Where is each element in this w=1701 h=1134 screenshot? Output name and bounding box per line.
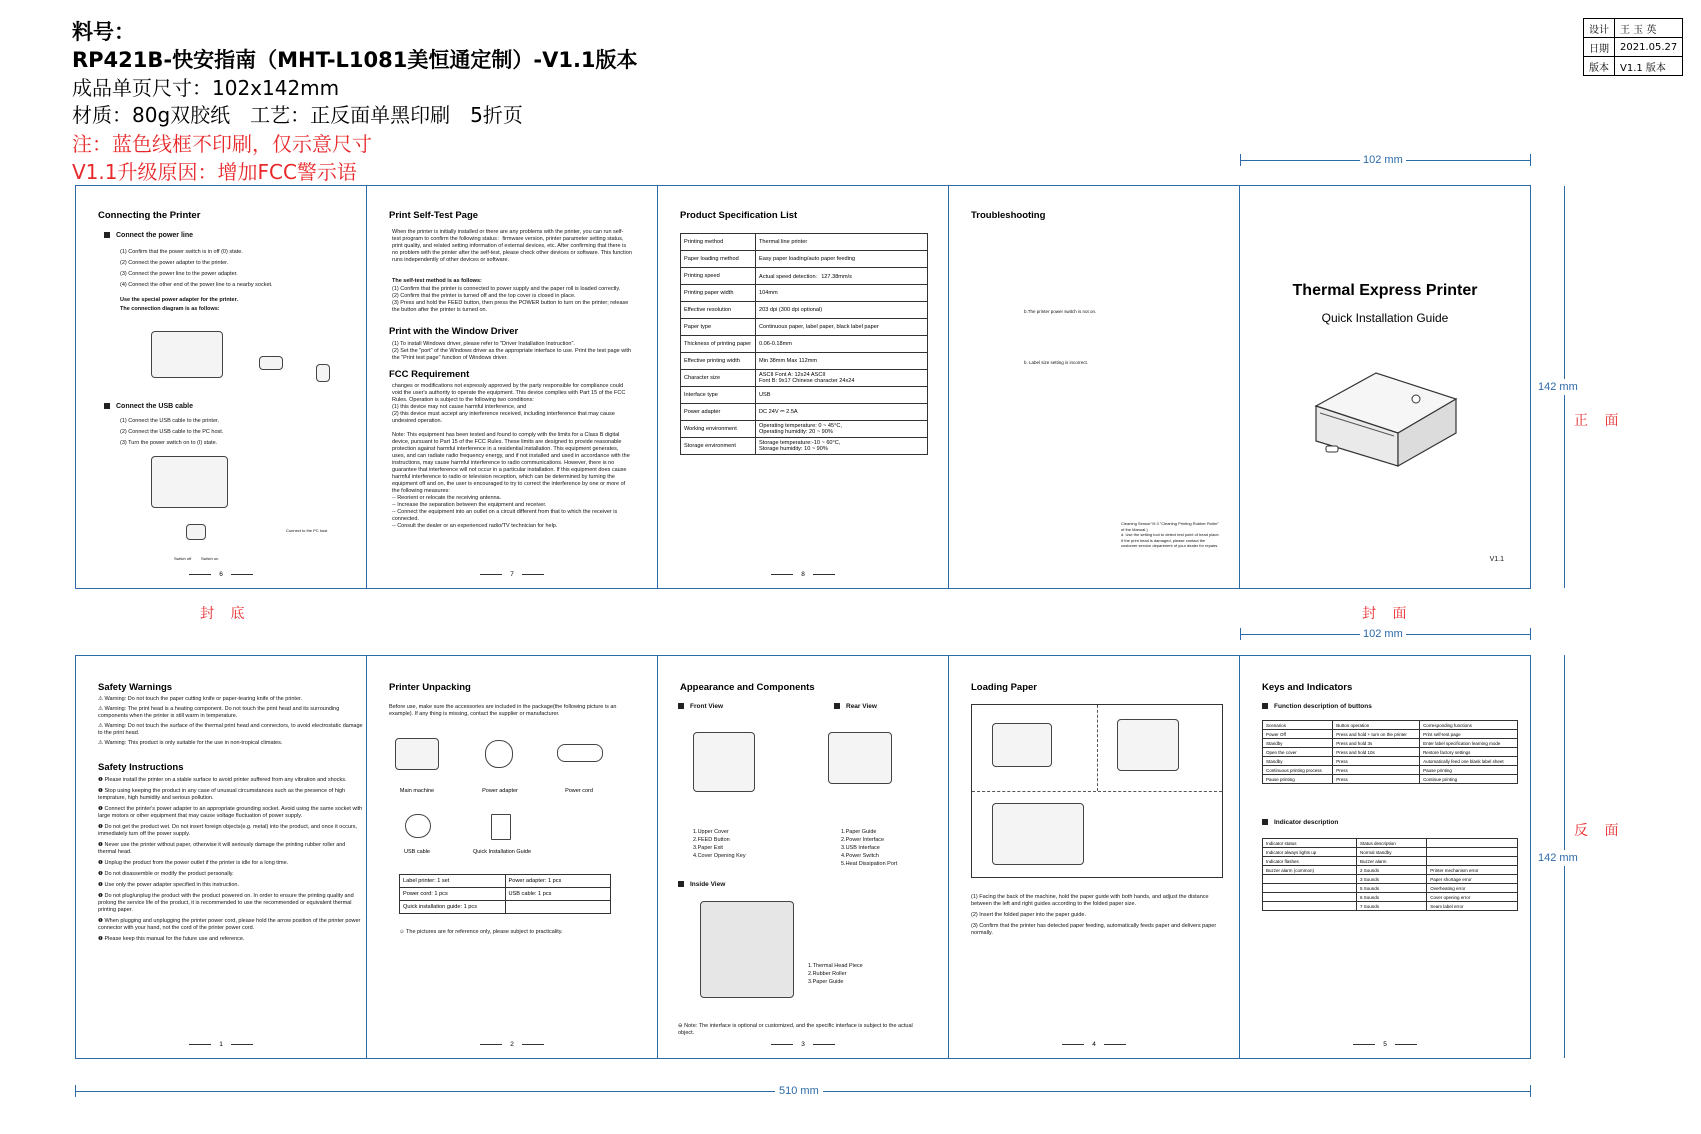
spec-value: Thermal line printer (756, 234, 928, 251)
power-step-2: (2) Connect the power adapter to the printer. (120, 260, 229, 266)
designer-value: 王 玉 英 (1615, 19, 1683, 38)
inside-component-item: 2.Rubber Roller (808, 971, 847, 977)
panel-unpacking (366, 655, 658, 1059)
package-cell: Label printer: 1 set (400, 875, 506, 888)
instruction-item: ❶ Stop using keeping the product in any case of unusual circumstances such as the presence of high temprature, high humidity and serious pollution. (98, 788, 346, 801)
indicator-cell: 3 Sounds (1357, 875, 1427, 884)
indicator-cell: 7 Sounds (1357, 902, 1427, 911)
function-cell: Press (1333, 757, 1420, 766)
loading-step-3-image (992, 803, 1084, 865)
rear-component-item: 1.Paper Guide (841, 829, 877, 835)
function-cell: Standby (1263, 739, 1333, 748)
instruction-item: ❶ Connect the printer's power adapter to an appropriate grounding socket. Avoid using the same socket with large motors or other equipment that may cause voltage fluctuation of power supply. (98, 806, 363, 819)
panel-title: Troubleshooting (971, 210, 1046, 221)
loading-step-2-image (1117, 719, 1179, 771)
package-cell: Power adapter: 1 pcs (505, 875, 611, 888)
indicator-table (1262, 838, 1518, 911)
spec-key: Interface type (681, 387, 756, 404)
warning-item: ⚠ Warning: The print head is a heating component. Do not touch the print head and its surrounding components when the printer is still warm in temperature. (98, 706, 340, 719)
caption-switch-off: Switch off (174, 556, 192, 561)
function-cell: Print self-test page (1420, 730, 1518, 739)
spec-key: Storage environment (681, 438, 756, 455)
front-component-list (693, 828, 746, 860)
trouble-note-3: Cleaning Sensor"/9.3 "Cleaning Printing Rubber Roller" of the Manual.) d. Use the setting tool to detect test point of head place. If the print head is damaged, please contact the customer service department of your dealer for repairs. (1121, 521, 1220, 548)
rear-component-item: 2.Power Interface (841, 837, 885, 843)
warning-icon: ⚠ (98, 740, 105, 746)
function-row (1263, 757, 1518, 766)
package-row (400, 901, 611, 914)
warning-item: ⚠ Warning: This product is only suitable for the use in non-tropical climates. (98, 740, 283, 746)
func-title: Function description of buttons (1262, 703, 1372, 710)
inside-component-list (808, 962, 863, 986)
bullet-icon: ❶ (98, 777, 105, 783)
reverse-side-label: 反 面 (1574, 823, 1625, 839)
instruction-item: ❶ Do not disassemble or modify the product personally. (98, 871, 234, 877)
bullet-icon: ❶ (98, 918, 105, 924)
bullet-icon: ❶ (98, 824, 105, 830)
indicator-cell: Indicator flashes (1263, 857, 1357, 866)
panel-connecting-printer (75, 185, 367, 589)
power-step-1: (1) Confirm that the power switch is in off (0) state. (120, 249, 243, 255)
function-cell: Automatically feed one blank label sheet (1420, 757, 1518, 766)
panel-title: Keys and Indicators (1262, 682, 1353, 693)
package-cell: USB cable: 1 pcs (505, 888, 611, 901)
indicator-row (1263, 857, 1518, 866)
top-width-label: 102 mm (1360, 154, 1406, 166)
usb-step-1: (1) Connect the USB cable to the printer. (120, 418, 220, 424)
method-steps: (1) Confirm that the printer is connected to power supply and the paper roll is loaded correctly. (2) Confirm that the printer is turned off and the top cover is closed in place. (3) Press and hold the FEED button, then press the POWER button to turn on the printer; release the button after the printer is turned on. (392, 286, 629, 313)
loading-steps (971, 894, 1226, 941)
top-width-tick-left (1240, 154, 1241, 166)
indicator-cell: 2 Sounds (1357, 866, 1427, 875)
mid-width-tick-left (1240, 628, 1241, 640)
warning-list (98, 696, 363, 750)
note-blue-frame: 注：蓝色线框不印刷，仅示意尺寸 (72, 132, 372, 156)
switch-illustration (186, 524, 206, 540)
adapter-note-1: Use the special power adapter for the printer. (120, 297, 238, 303)
sub-connect-power: Connect the power line (104, 232, 193, 239)
spec-key: Printing paper width (681, 285, 756, 302)
warning-icon: ⚠ (98, 723, 105, 729)
version-value: V1.1 版本 (1615, 57, 1683, 76)
function-cell: Press and hold 10s (1333, 748, 1420, 757)
mid-width-tick-right (1530, 628, 1531, 640)
indicator-row (1263, 884, 1518, 893)
sub-connect-usb: Connect the USB cable (104, 403, 193, 410)
loading-step-1-image (992, 723, 1052, 767)
panel-title: Print Self-Test Page (389, 210, 479, 221)
panel-troubleshooting (948, 185, 1240, 589)
indicator-row (1263, 866, 1518, 875)
bullet-icon: ❶ (98, 893, 105, 899)
panel-loading-paper (948, 655, 1240, 1059)
spec-value: USB (756, 387, 928, 404)
item-quick-guide: Quick Installation Guide (472, 849, 532, 855)
instruction-item: ❶ Please install the printer on a stable surface to avoid printer suffered from any vibration and shocks. (98, 777, 347, 783)
function-cell: Power Off (1263, 730, 1333, 739)
inside-component-item: 3.Paper Guide (808, 979, 844, 985)
panel-keys-indicators (1239, 655, 1531, 1059)
date-value: 2021.05.27 (1615, 38, 1683, 57)
function-cell: Press and hold + turn on the printer (1333, 730, 1420, 739)
power-step-4: (4) Connect the other end of the power line to a nearby socket. (120, 282, 273, 288)
function-cell: Continuous printing process (1263, 766, 1333, 775)
spec-row (681, 285, 928, 302)
bullet-icon: ❶ (98, 788, 105, 794)
function-row (1263, 730, 1518, 739)
printer-illustration-power (151, 331, 223, 378)
spec-key: Effective resolution (681, 302, 756, 319)
version-label: 版本 (1584, 57, 1615, 76)
item-power-cord: Power cord (565, 788, 593, 794)
front-view-title: Front View (678, 703, 723, 710)
total-width-tick-right (1530, 1085, 1531, 1097)
page-number: 5 (1240, 1041, 1530, 1048)
function-cell: Button operation (1333, 721, 1420, 730)
fcc-title: FCC Requirement (389, 369, 470, 380)
unpacking-note: ☺ The pictures are for reference only, please subject to practicality. (399, 929, 563, 935)
interface-note: ⊖ Note: The interface is optional or customized, and the specific interface is subject to the actual object. (678, 1023, 913, 1036)
bullet-icon: ❶ (98, 806, 105, 812)
part-number-label: 料号： (72, 20, 135, 44)
spec-key: Paper loading method (681, 251, 756, 268)
top-width-tick-right (1530, 154, 1531, 166)
function-cell: Standby (1263, 757, 1333, 766)
inside-component-item: 1.Thermal Head Piece (808, 963, 863, 969)
self-test-intro: When the printer is initially installed or there are any problems with the printer, you can run self-test program to confirm the following status：firmware version, printer parameter setting status, print quality, and related setting information of external devices, etc. After confirming that there is no problem with the printer after the self-test, please check other devices or software. This function runs independently of other devices or software. (392, 229, 632, 263)
spec-row (681, 438, 928, 455)
front-component-item: 3.Paper Exit (693, 845, 723, 851)
spec-value: 104mm (756, 285, 928, 302)
loading-step: (3) Confirm that the printer has detected paper feeding, automatically feeds paper and delivers paper normally. (971, 923, 1217, 936)
inside-view-image (700, 901, 794, 998)
method-title: The self-test method is as follows: (392, 278, 482, 284)
function-cell: Restore factory settings (1420, 748, 1518, 757)
page-number: 2 (367, 1041, 657, 1048)
function-cell: Pause printing (1420, 766, 1518, 775)
spec-value: Storage temperature:-10 ~ 60°C, Storage humidity: 10 ~ 90% (756, 438, 928, 455)
driver-steps: (1) To install Windows driver, please refer to "Driver Installation Instruction". (2) Set the "port" of the Windows driver as the appropriate interface to use. Print the test page with the "Print test page" function of Windows driver. (392, 341, 632, 361)
cover-title: Thermal Express Printer (1292, 282, 1478, 299)
spec-key: Printing method (681, 234, 756, 251)
spec-value: Min 38mm Max 112mm (756, 353, 928, 370)
indicator-cell (1263, 884, 1357, 893)
panel-title: Safety Warnings (98, 682, 173, 693)
panel-title: Appearance and Components (680, 682, 815, 693)
function-row (1263, 775, 1518, 784)
rear-view-title: Rear View (834, 703, 877, 710)
warning-item: ⚠ Warning: Do not touch the surface of the thermal print head and connectors, to avoid electrostatic damage to the print head. (98, 723, 363, 736)
instruction-item: ❶ Use only the power adapter specified in this instruction. (98, 882, 239, 888)
spec-row (681, 404, 928, 421)
page-number: 1 (76, 1041, 366, 1048)
function-cell: Scenarios (1263, 721, 1333, 730)
spec-key: Working environment (681, 421, 756, 438)
item-power-adapter: Power adapter (482, 788, 518, 794)
front-component-item: 2.FEED Button (693, 837, 730, 843)
power-cord-image (557, 744, 603, 762)
indicator-cell: Paper shortage error (1427, 875, 1518, 884)
cover-label: 封 面 (1362, 606, 1413, 622)
function-row (1263, 739, 1518, 748)
panel-spec-list (657, 185, 949, 589)
rear-view-image (828, 732, 892, 784)
indicator-row (1263, 893, 1518, 902)
usb-step-2: (2) Connect the USB cable to the PC host. (120, 429, 224, 435)
indicator-cell: Indicator always lights up (1263, 848, 1357, 857)
indicator-cell: Overheating error (1427, 884, 1518, 893)
front-component-item: 1.Upper Cover (693, 829, 729, 835)
item-usb-cable: USB cable (404, 849, 430, 855)
fcc-text: changes or modifications not expressly approved by the party responsible for compliance could void the user's authority to operate the equipment. This device complies with Part 15 of the FCC Rules. Operation is subject to the following two conditions: (1) this device may not cause harmful interference, and (2) this device must accept any interference received, including interference that may cause undesired operation. Note: This equipment has been tested and found to comply with the limits for a Class B digital device, pursuant to Part 15 of the FCC Rules. These limits are designed to provide reasonable protection against harmful interference in a residential installation. This equipment generates, uses, and can radiate radio frequency energy, and if not installed and used in accordance with the instructions, may cause harmful interference to radio communications. However, there is no guarantee that interference will not occur in a particular installation. If this equipment does cause harmful interference to radio or television reception, which can be determined by turning the equipment off and on, the user is encouraged to try to correct the interference by one or more of the following measures: -- Reorient or relocate the receiving antenna. -- Increase the separation between the equipment and receiver. -- Connect the equipment into an outlet on a circuit different from that to which the receiver is connected. -- Consult the dealer or an experienced radio/TV technician for help. (392, 383, 630, 529)
instructions-title: Safety Instructions (98, 762, 184, 773)
panel-appearance (657, 655, 949, 1059)
function-cell: Continue printing (1420, 775, 1518, 784)
printer-illustration-cover (1306, 361, 1466, 471)
panel-title: Printer Unpacking (389, 682, 471, 693)
usb-cable-image (405, 814, 431, 838)
indicator-cell (1427, 857, 1518, 866)
item-main-machine: Main machine (399, 788, 435, 794)
info-box (1583, 18, 1683, 76)
bullet-icon: ❶ (98, 871, 105, 877)
panel-self-test (366, 185, 658, 589)
instruction-item: ❶ Unplug the product from the power outlet if the printer is idle for a long time. (98, 860, 289, 866)
back-cover-label: 封 底 (200, 606, 251, 622)
page-number: 3 (658, 1041, 948, 1048)
function-cell: Press and hold 3s (1333, 739, 1420, 748)
bullet-icon: ❶ (98, 842, 105, 848)
caption-pc-host: Connect to the PC host (286, 528, 328, 533)
page-number: 4 (949, 1041, 1239, 1048)
spec-value: Actual speed detection：127.38mm/s (756, 268, 928, 285)
panel-title: Connecting the Printer (98, 210, 201, 221)
instruction-item: ❶ Do not get the product wet. Do not insert foreign objects(e.g. metal) into the product, and once it occurs, immediately turn off the power supply. (98, 824, 357, 837)
panel-cover (1239, 185, 1531, 589)
rear-component-item: 5.Heat Dissipation Port (841, 861, 898, 867)
adapter-note-2: The connection diagram is as follows: (120, 306, 220, 312)
page-number: 7 (367, 571, 657, 578)
rear-component-list (841, 828, 897, 868)
bullet-icon: ❶ (98, 936, 105, 942)
indicator-cell: Seam label error (1427, 902, 1518, 911)
driver-title: Print with the Window Driver (389, 326, 519, 337)
spec-value: 0.06-0.18mm (756, 336, 928, 353)
spec-row (681, 336, 928, 353)
function-row (1263, 766, 1518, 775)
trouble-note-2: b. Label size setting is incorrect. (1024, 360, 1089, 365)
indicator-cell (1263, 875, 1357, 884)
spec-key: Character size (681, 370, 756, 387)
note-upgrade-reason: V1.1升级原因：增加FCC警示语 (72, 160, 357, 184)
function-cell: Press (1333, 766, 1420, 775)
front-view-image (693, 732, 755, 792)
indicator-cell: Buzzer alarm (1357, 857, 1427, 866)
rear-component-item: 3.USB Interface (841, 845, 880, 851)
function-cell: Corresponding functions (1420, 721, 1518, 730)
spec-row (681, 319, 928, 336)
function-cell: Open the cover (1263, 748, 1333, 757)
printer-illustration-usb (151, 456, 228, 508)
warning-item: ⚠ Warning: Do not touch the paper cutting knife or paper-tearing knife of the printer. (98, 696, 303, 702)
instruction-list (98, 777, 363, 947)
spec-row (681, 302, 928, 319)
mid-width-label: 102 mm (1360, 628, 1406, 640)
indicator-cell: Buzzer alarm (common) (1263, 866, 1357, 875)
indicator-cell: 6 Sounds (1357, 893, 1427, 902)
indicator-cell (1427, 848, 1518, 857)
spec-table (680, 233, 928, 455)
indicator-cell: Status description (1357, 839, 1427, 848)
spec-value: Operating temperature: 0 ~ 45°C, Operating humidity: 20 ~ 90% (756, 421, 928, 438)
spec-value: ASCII Font A: 12x24 ASCII Font B: 9x17 Chinese character 24x24 (756, 370, 928, 387)
indicator-cell (1263, 902, 1357, 911)
spec-row (681, 370, 928, 387)
main-machine-image (395, 738, 439, 770)
instruction-item: ❶ Do not plug/unplug the product with the product powered on. In order to ensure the printing quality and prolong the service life of the product, it is recommended to use the recommended or equivalent thermal printing paper. (98, 893, 354, 913)
total-width-label: 510 mm (775, 1085, 823, 1097)
loading-step: (1) Facing the back of the machine, hold the paper guide with both hands, and adjust the distance between the left and right guides according to the folded paper size. (971, 894, 1209, 907)
indicator-cell: Printer mechanism error (1427, 866, 1518, 875)
function-cell: Pause printing (1263, 775, 1333, 784)
spec-value: Easy paper loading/auto paper feeding (756, 251, 928, 268)
loading-diagram-frame (971, 704, 1223, 878)
page-number: 6 (76, 571, 366, 578)
panel-title: Loading Paper (971, 682, 1037, 693)
date-label: 日期 (1584, 38, 1615, 57)
total-width-tick-left (75, 1085, 76, 1097)
function-cell: Press (1333, 775, 1420, 784)
spec-key: Paper type (681, 319, 756, 336)
spec-row (681, 268, 928, 285)
document-title: RP421B-快安指南（MHT-L1081美恒通定制）-V1.1版本 (72, 48, 638, 72)
package-cell: Power cord: 1 pcs (400, 888, 506, 901)
front-component-item: 4.Cover Opening Key (693, 853, 746, 859)
trouble-note-1: b.The printer power switch is not on. (1024, 309, 1097, 314)
diagram-divider-h (972, 791, 1222, 792)
button-function-table (1262, 720, 1518, 784)
diagram-divider-v (1097, 705, 1099, 791)
spec-key: Thickness of printing paper (681, 336, 756, 353)
spec-row (681, 234, 928, 251)
indicator-cell: Normal standby (1357, 848, 1427, 857)
usb-step-3: (3) Turn the power switch on to (I) state. (120, 440, 218, 446)
instruction-item: ❶ Never use the printer without paper, otherwise it will seriously damage the printing rubber roller and thermal head. (98, 842, 346, 855)
socket-illustration (316, 364, 330, 382)
unpacking-intro: Before use, make sure the accessories are included in the package(the following picture is an example). If any thing is missing, contact the supplier or manufacturer. (389, 704, 617, 717)
cover-subtitle: Quick Installation Guide (1321, 311, 1449, 325)
material-spec: 材质：80g双胶纸 工艺：正反面单黑印刷 5折页 (72, 103, 523, 127)
function-row (1263, 748, 1518, 757)
indicator-cell (1263, 893, 1357, 902)
indicator-cell: 5 Sounds (1357, 884, 1427, 893)
package-cell: Quick installation guide: 1 pcs (400, 901, 506, 914)
indicator-title: Indicator description (1262, 819, 1338, 826)
function-cell: Enter label specification learning mode (1420, 739, 1518, 748)
indicator-cell (1427, 839, 1518, 848)
spec-row (681, 353, 928, 370)
package-cell (505, 901, 611, 914)
spec-value: Continuous paper, label paper, black label paper (756, 319, 928, 336)
bullet-icon: ❶ (98, 860, 105, 866)
spec-value: DC 24V ⎓ 2.5A (756, 404, 928, 421)
indicator-row (1263, 839, 1518, 848)
warning-icon: ⚠ (98, 706, 105, 712)
page-number: 8 (658, 571, 948, 578)
front-side-label: 正 面 (1574, 413, 1625, 429)
bottom-height-label: 142 mm (1538, 852, 1578, 864)
package-row (400, 888, 611, 901)
package-table (399, 874, 611, 914)
designer-label: 设计 (1584, 19, 1615, 38)
loading-step: (2) Insert the folded paper into the paper guide. (971, 912, 1086, 918)
package-row (400, 875, 611, 888)
inside-view-title: Inside View (678, 881, 725, 888)
power-adapter-image (485, 740, 513, 768)
function-row (1263, 721, 1518, 730)
spec-row (681, 387, 928, 404)
panel-title: Product Specification List (680, 210, 798, 221)
bullet-icon: ❶ (98, 882, 105, 888)
page-size-spec: 成品单页尺寸：102x142mm (72, 76, 340, 100)
spec-row (681, 251, 928, 268)
spec-row (681, 421, 928, 438)
rear-component-item: 4.Power Switch (841, 853, 879, 859)
spec-value: 203 dpi (300 dpi optional) (756, 302, 928, 319)
spec-key: Power adapter (681, 404, 756, 421)
indicator-cell: Indicator status (1263, 839, 1357, 848)
panel-safety (75, 655, 367, 1059)
guide-image (491, 814, 511, 840)
warning-icon: ⚠ (98, 696, 105, 702)
indicator-row (1263, 902, 1518, 911)
instruction-item: ❶ Please keep this manual for the future use and reference. (98, 936, 245, 942)
indicator-row (1263, 848, 1518, 857)
spec-key: Printing speed (681, 268, 756, 285)
instruction-item: ❶ When plugging and unplugging the printer power cord, please hold the arrow position of the printer power connector with your hand, not the cord of the printer power cord. (98, 918, 361, 931)
indicator-row (1263, 875, 1518, 884)
spec-key: Effective printing width (681, 353, 756, 370)
power-step-3: (3) Connect the power line to the power adapter. (120, 271, 238, 277)
indicator-cell: Cover opening error (1427, 893, 1518, 902)
adapter-illustration (259, 356, 283, 370)
caption-switch-on: Switch on (201, 556, 219, 561)
cover-version: V1.1 (1489, 556, 1504, 563)
top-height-label: 142 mm (1538, 381, 1578, 393)
